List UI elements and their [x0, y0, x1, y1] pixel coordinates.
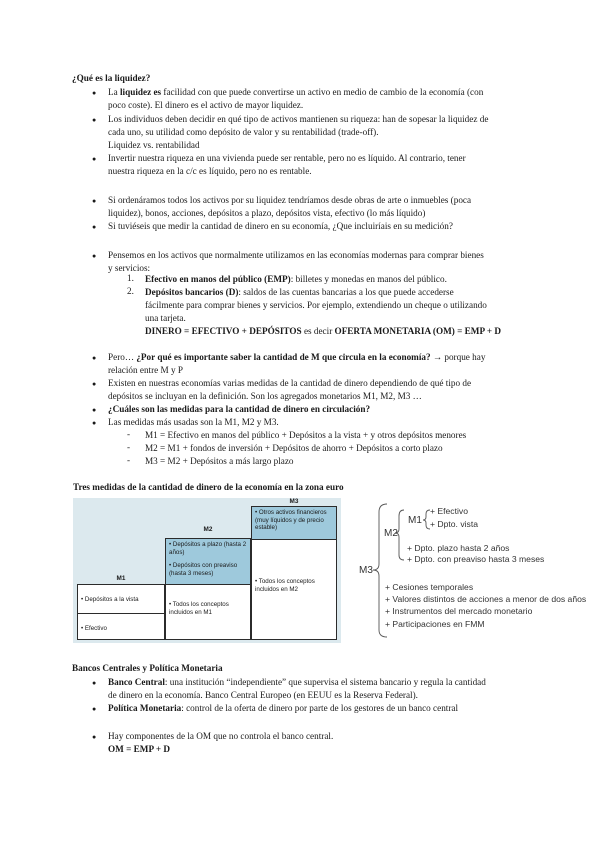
- diagram-m1: M1: [408, 515, 422, 526]
- paragraph-line: liquidez), bonos, acciones, depósitos a plazo, depósitos vista, efectivo (lo más líquido): [108, 208, 426, 218]
- bullet-icon: ●: [92, 733, 97, 741]
- list-item: Depósitos bancarios (D): saldos de las cuentas bancarias a los que puede accederse: [145, 287, 454, 297]
- paragraph-line: cada uno, su utilidad como depósito de valor y su rentabilidad (trade-off).: [108, 127, 379, 137]
- m2-column: [165, 526, 251, 640]
- paragraph: Existen en nuestras economías varias medidas de la cantidad de dinero dependiendo de qué tipo de: [108, 378, 472, 388]
- paragraph-line: relación entre M y P: [108, 365, 184, 375]
- list-item: Efectivo en manos del público (EMP): billetes y monedas en manos del público.: [145, 274, 447, 284]
- m2-cell-depositos: [166, 539, 250, 584]
- diagram-vista: + Dpto. vista: [430, 519, 479, 529]
- diagram-plazo: + Dpto. plazo hasta 2 años: [407, 543, 510, 553]
- m2-cell-todos: • Todos los conceptos incluidos en M1: [166, 584, 250, 639]
- paragraph: ¿Cuáles son las medidas para la cantidad de dinero en circulación?: [108, 404, 371, 414]
- formula: DINERO = EFECTIVO + DEPÓSITOS es decir OFERTA MONETARIA (OM) = EMP + D: [145, 326, 502, 336]
- m1-title: M1: [116, 575, 126, 582]
- bullet-icon: ●: [92, 354, 97, 362]
- paragraph-line: depósitos se incluyan en la definición. Son los agregados monetarios M1, M2, M3 …: [108, 391, 422, 401]
- bullet-icon: ●: [92, 679, 97, 687]
- dash-item: M2 = M1 + fondos de inversión + Depósitos de ahorro + Depósitos a corto plazo: [145, 443, 443, 453]
- formula: OM = EMP + D: [108, 744, 171, 754]
- bullet-icon: ●: [92, 223, 97, 231]
- m2-title: M2: [203, 526, 213, 533]
- bullet-icon: ●: [92, 155, 97, 163]
- diagram-instrumentos: + Instrumentos del mercado monetario: [385, 606, 533, 616]
- bullet-icon: ●: [92, 116, 97, 124]
- m3-cell-todos: • Todos los conceptos incluidos en M2: [252, 539, 336, 639]
- dash-item: M3 = M2 + Depósitos a más largo plazo: [145, 456, 294, 466]
- m3-cell-otros: • Otros activos financieros (muy líquidos y de precio estable): [252, 507, 336, 539]
- diagram-valores: + Valores distintos de acciones a menor de dos años: [385, 594, 587, 604]
- list-item-line: fácilmente para comprar bienes y servicios. Por ejemplo, extendiendo un cheque o utilizando: [145, 300, 487, 310]
- paragraph: Banco Central: una institución “independiente” que supervisa el sistema bancario y regula la cantidad: [108, 677, 486, 687]
- paragraph-line: Liquidez vs. rentabilidad: [108, 140, 200, 150]
- m2-plazo: • Depósitos a plazo (hasta 2 años): [169, 541, 247, 556]
- paragraph: Pensemos en los activos que normalmente utilizamos en las economías modernas para comprar bienes: [108, 250, 484, 260]
- figure-caption: Tres medidas de la cantidad de dinero de la economía en la zona euro: [73, 482, 344, 492]
- diagram-efectivo: + Efectivo: [430, 506, 468, 516]
- bullet-icon: ●: [92, 252, 97, 260]
- paragraph-line: poco coste). El dinero es el activo de mayor liquidez.: [108, 100, 304, 110]
- m1-column: [77, 575, 165, 640]
- paragraph-line: nuestra riqueza en la c/c es líquido, pero no es rentable.: [108, 166, 312, 176]
- list-item-line: una tarjeta.: [145, 313, 186, 323]
- paragraph-line: de dinero en la economía. Banco Central Europeo (en EEUU es la Reserva Federal).: [108, 690, 418, 700]
- diagram-participaciones: + Participaciones en FMM: [385, 619, 485, 629]
- paragraph: Los individuos deben decidir en qué tipo de activos mantienen su riqueza: han de sopesar la liquidez de: [108, 114, 489, 124]
- paragraph: Invertir nuestra riqueza en una vivienda puede ser rentable, pero no es líquido. Al contrario, tener: [108, 153, 466, 163]
- bullet-icon: ●: [92, 406, 97, 414]
- dash-marker: -: [127, 455, 131, 465]
- dash-marker: -: [127, 442, 131, 452]
- list-number: 1.: [127, 273, 134, 283]
- diagram-preaviso: + Dpto. con preaviso hasta 3 meses: [407, 554, 545, 564]
- paragraph: Política Monetaria: control de la oferta de dinero por parte de los gestores de un banco central: [108, 703, 459, 713]
- paragraph-line: y servicios:: [108, 263, 151, 273]
- monetary-aggregates-figure: [73, 498, 341, 643]
- bullet-icon: ●: [92, 197, 97, 205]
- bullet-icon: ●: [92, 705, 97, 713]
- m3-title: M3: [289, 498, 299, 505]
- paragraph: La liquidez es facilidad con que puede convertirse un activo en medio de cambio de la economía (con: [108, 87, 484, 97]
- m2-preaviso: • Depósitos con preaviso (hasta 3 meses): [169, 562, 238, 577]
- dash-item: M1 = Efectivo en manos del público + Depósitos a la vista + y otros depósitos menores: [145, 430, 467, 440]
- paragraph: Si tuviéseis que medir la cantidad de dinero en su economía, ¿Que incluiríais en su medición?: [108, 221, 453, 231]
- list-number: 2.: [127, 286, 134, 296]
- section-heading: Bancos Centrales y Política Monetaria: [72, 663, 223, 673]
- paragraph: Pero… ¿Por qué es importante saber la cantidad de M que circula en la economía? → porque hay: [108, 352, 486, 362]
- paragraph: Si ordenáramos todos los activos por su liquidez tendríamos desde obras de arte o inmuebles (poca: [108, 195, 472, 205]
- bullet-icon: ●: [92, 89, 97, 97]
- m1-cell-efectivo: • Efectivo: [78, 613, 164, 639]
- dash-marker: -: [127, 429, 131, 439]
- m3-column: [251, 498, 337, 640]
- aggregates-brace-diagram: [355, 502, 587, 639]
- bullet-icon: ●: [92, 380, 97, 388]
- m1-cell-vista: • Depósitos a la vista: [81, 596, 139, 603]
- bullet-icon: ●: [92, 419, 97, 427]
- paragraph: Hay componentes de la OM que no controla el banco central.: [108, 731, 334, 741]
- diagram-m3: M3: [359, 565, 373, 576]
- diagram-cesiones: + Cesiones temporales: [385, 582, 474, 592]
- section-heading: ¿Qué es la liquidez?: [72, 73, 151, 83]
- paragraph: Las medidas más usadas son la M1, M2 y M3.: [108, 417, 279, 427]
- diagram-m2: M2: [384, 528, 398, 539]
